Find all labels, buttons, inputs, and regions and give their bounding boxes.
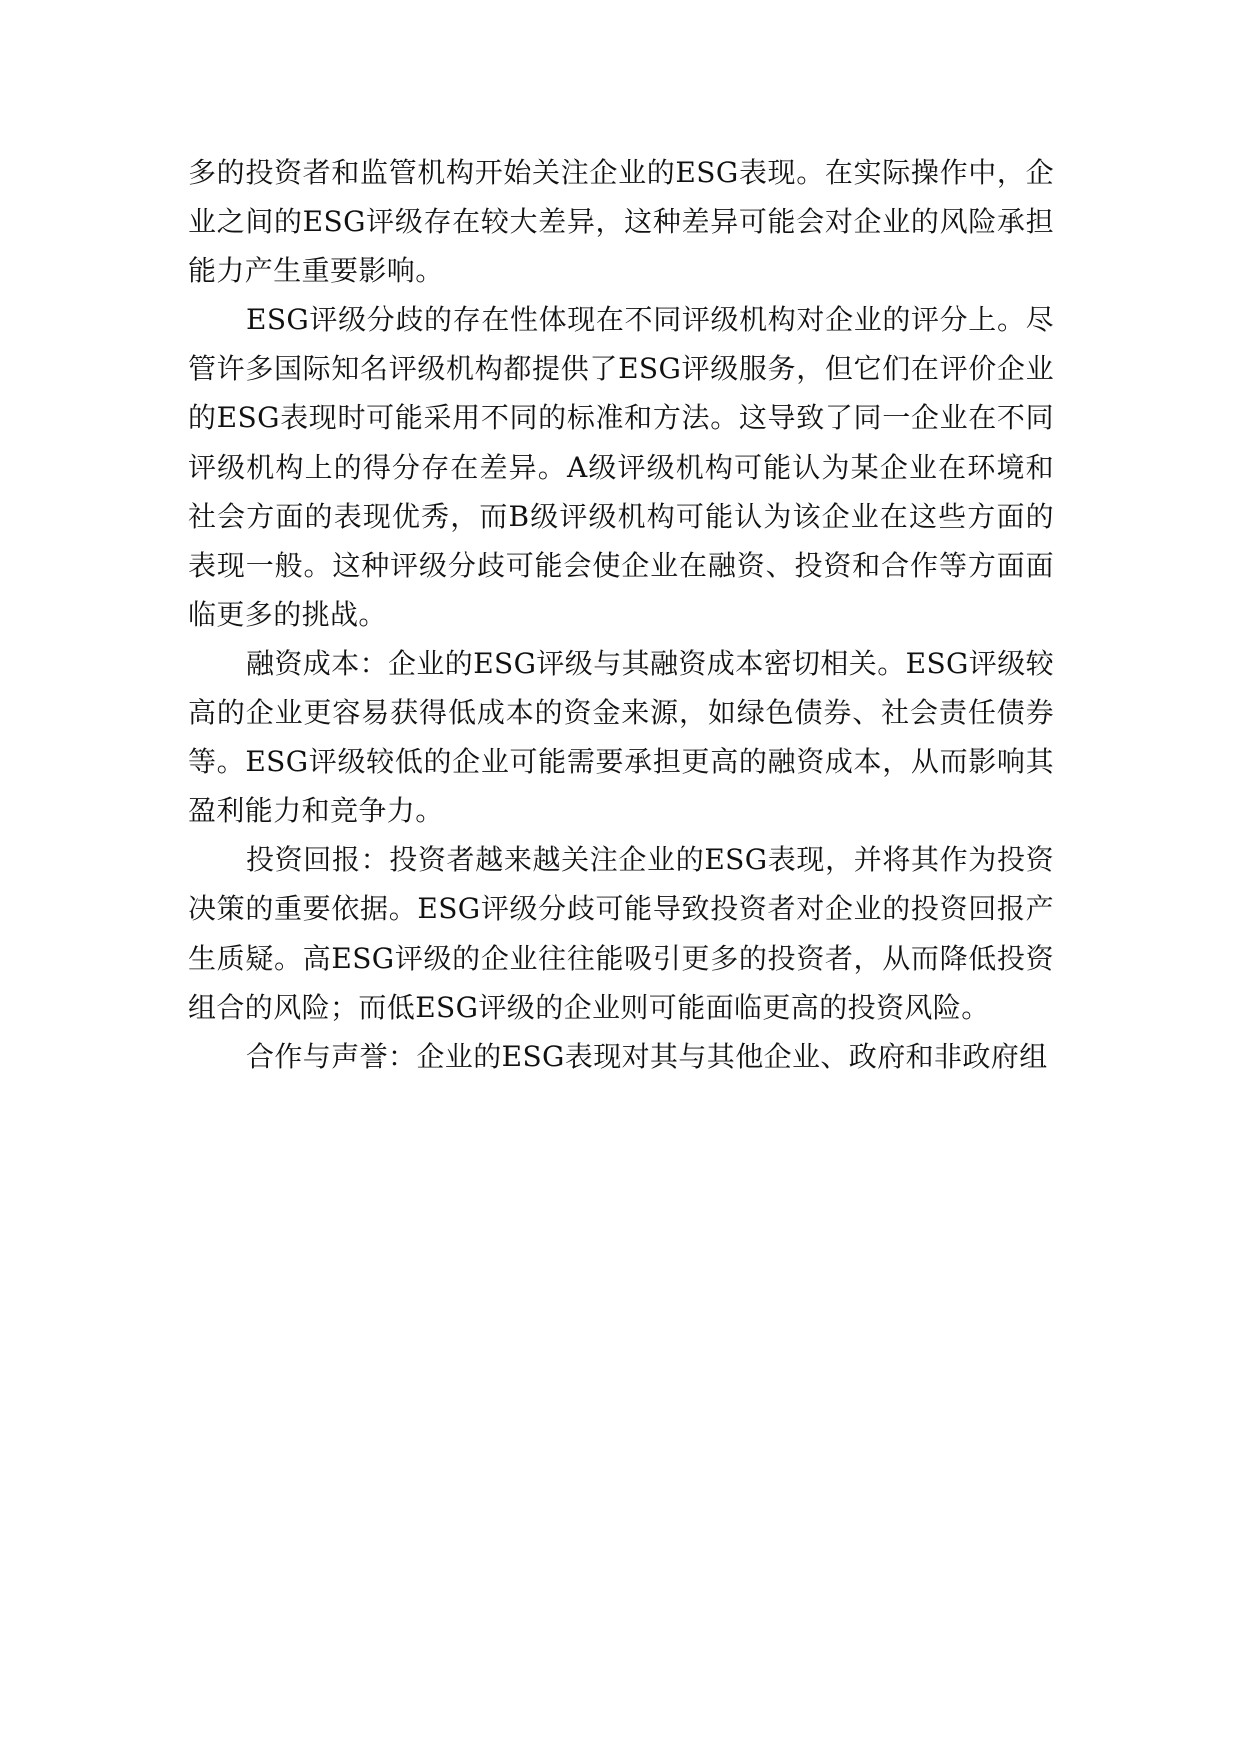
- paragraph: 投资回报：投资者越来越关注企业的ESG表现，并将其作为投资决策的重要依据。ESG评级分歧可能导致投资者对企业的投资回报产生质疑。高ESG评级的企业往往能吸引更多的投资者，从而降低投资组合的风险；而低ESG评级的企业则可能面临更高的投资风险。: [188, 843, 1054, 1024]
- paragraph: 多的投资者和监管机构开始关注企业的ESG表现。在实际操作中，企业之间的ESG评级存在较大差异，这种差异可能会对企业的风险承担能力产生重要影响。: [188, 156, 1054, 288]
- paragraph: 合作与声誉：企业的ESG表现对其与其他企业、政府和非政府组: [246, 1039, 1048, 1073]
- paragraph: ESG评级分歧的存在性体现在不同评级机构对企业的评分上。尽管许多国际知名评级机构都提供了ESG评级服务，但它们在评价企业的ESG表现时可能采用不同的标准和方法。这导致了同一企业在不同评级机构上的得分存在差异。A级评级机构可能认为某企业在环境和社会方面的表现优秀，而B级评级机构可能认为该企业在这些方面的表现一般。这种评级分歧可能会使企业在融资、投资和合作等方面面临更多的挑战。: [188, 303, 1054, 631]
- body-text: [188, 148, 1054, 1081]
- paragraph: 融资成本：企业的ESG评级与其融资成本密切相关。ESG评级较高的企业更容易获得低成本的资金来源，如绿色债券、社会责任债券等。ESG评级较低的企业可能需要承担更高的融资成本，从而影响其盈利能力和竞争力。: [188, 646, 1054, 828]
